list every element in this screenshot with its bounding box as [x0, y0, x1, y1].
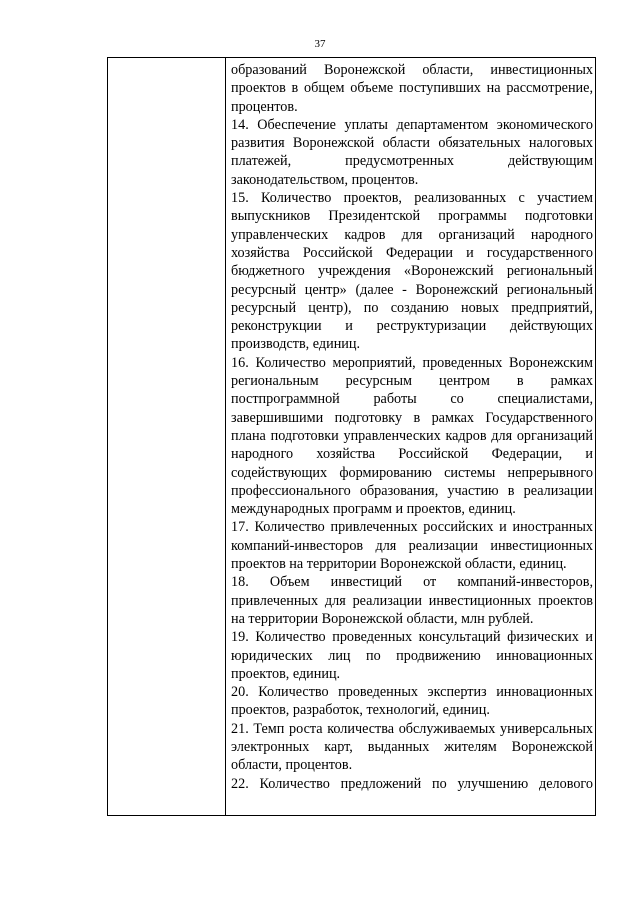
list-item-15: 15. Количество проектов, реализованных с участием выпускников Президентской программы подготовки управленческих кадров для организаций народного хозяйства Российской Федерации и государственного бюджетного учреждения «Воронежский региональный ресурсный центр» (далее - Воронежский региональный ресурсный центр), по созданию новых предприятий, реконструкции и реструктуризации действующих производств, единиц.: [231, 190, 593, 353]
list-item-20: 20. Количество проведенных экспертиз инновационных проектов, разработок, технологий, единиц.: [231, 684, 593, 719]
table-left-column: [108, 58, 226, 815]
list-item-21: 21. Темп роста количества обслуживаемых универсальных электронных карт, выданных жителям Воронежской области, процентов.: [231, 720, 593, 774]
list-item-18: 18. Объем инвестиций от компаний-инвесторов, привлеченных для реализации инвестиционных проектов на территории Воронежской области, млн рублей.: [231, 574, 593, 627]
page-number: 37: [314, 38, 326, 50]
list-item-16: 16. Количество мероприятий, проведенных Воронежским региональным ресурсным центром в рамках постпрограммной работы со специалистами, завершившими подготовку в рамках Государственного плана подготовки управленческих кадров для организаций народного хозяйства Российской Федерации, и содействующих формированию системы непрерывного профессионального образования, участию в реализации международных программ и проектов, единиц.: [231, 354, 593, 518]
indicator-table: [107, 57, 596, 816]
list-item-19: 19. Количество проведенных консультаций физических и юридических лиц по продвижению инновационных проектов, единиц.: [231, 629, 593, 682]
list-item-17: 17. Количество привлеченных российских и иностранных компаний-инвесторов для реализации инвестиционных проектов на территории Воронежской области, единиц.: [231, 519, 593, 573]
table-right-column: [226, 58, 595, 815]
list-item-22: 22. Количество предложений по улучшению делового: [231, 775, 593, 792]
list-item-14: 14. Обеспечение уплаты департаментом экономического развития Воронежской области обязательных налоговых платежей, предусмотренных действующим законодательством, процентов.: [231, 116, 593, 188]
list-item-continuation: образований Воронежской области, инвестиционных проектов в общем объеме поступивших на рассмотрение, процентов.: [231, 62, 593, 115]
